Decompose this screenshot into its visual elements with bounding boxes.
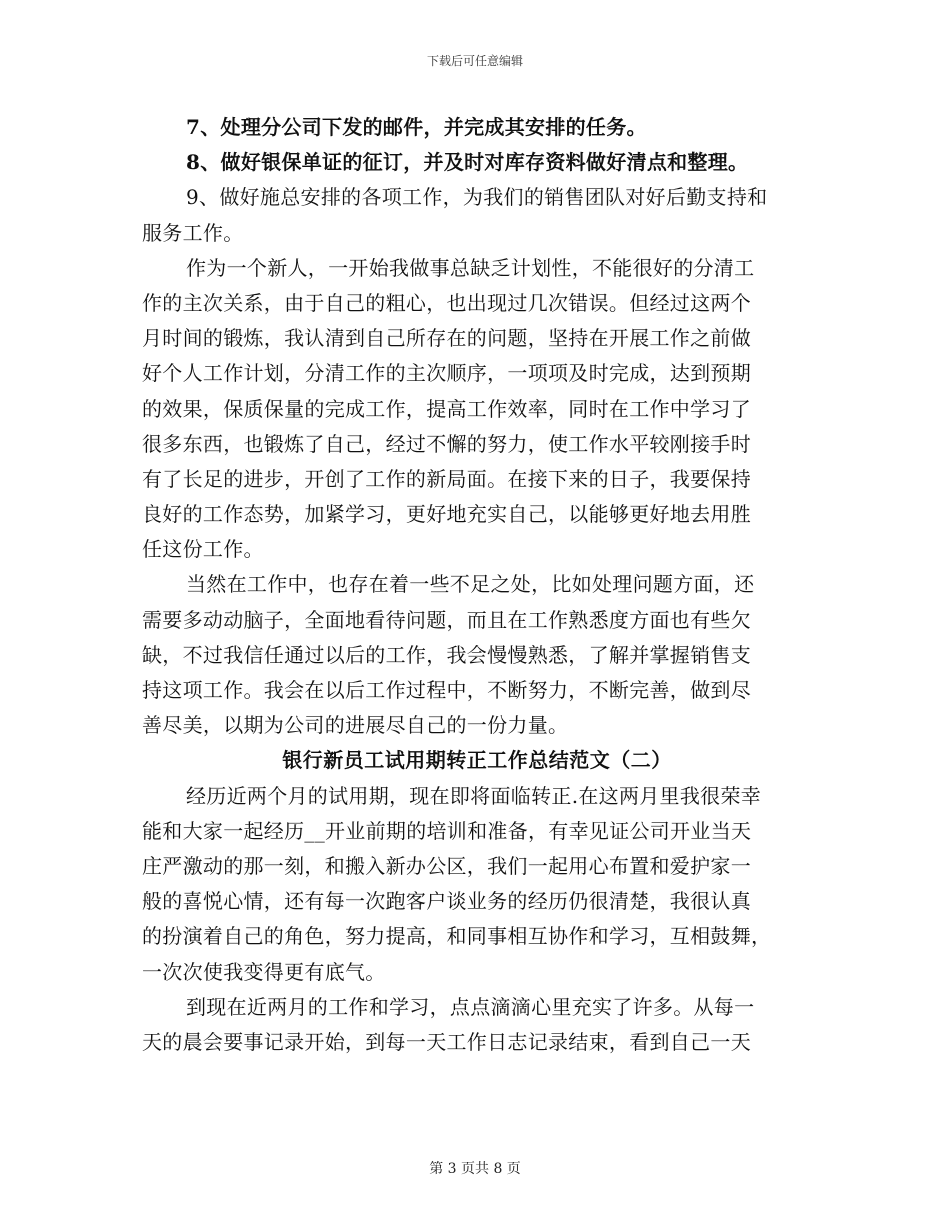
- paragraph-line: 作的主次关系，由于自己的粗心，也出现过几次错误。但经过这两个: [142, 290, 751, 315]
- paragraph-line: 善尽美，以期为公司的进展尽自己的一份力量。: [142, 713, 569, 738]
- paragraph-line: 需要多动动脑子，全面地看待问题，而且在工作熟悉度方面也有些欠: [142, 607, 751, 632]
- list-item-9: 9、做好施总安排的各项工作，为我们的销售团队对好后勤支持和: [186, 185, 768, 210]
- paragraph-line: 到现在近两月的工作和学习，点点滴滴心里充实了许多。从每一: [186, 994, 755, 1019]
- paragraph-line: 天的晨会要事记录开始，到每一天工作日志记录结束，看到自己一天: [142, 1029, 751, 1054]
- paragraph-line: 任这份工作。: [142, 537, 264, 562]
- document-body: [142, 110, 812, 1060]
- paragraph-line: 的效果，保质保量的完成工作，提高工作效率，同时在工作中学习了: [142, 396, 751, 421]
- paragraph-line: 月时间的锻炼，我认清到自己所存在的问题，坚持在开展工作之前做: [142, 326, 751, 351]
- text-line: 服务工作。: [142, 220, 244, 245]
- paragraph-line: 持这项工作。我会在以后工作过程中，不断努力，不断完善，做到尽: [142, 678, 751, 702]
- page-footer: 第 3 页共 8 页: [429, 1161, 521, 1177]
- list-item-7: 7、处理分公司下发的邮件，并完成其安排的任务。: [186, 115, 647, 139]
- paragraph-line: 般的喜悦心情，还有每一次跑客户谈业务的经历仍很清楚，我很认真: [142, 889, 751, 914]
- paragraph-line: 好个人工作计划，分清工作的主次顺序，一项项及时完成，达到预期: [142, 361, 751, 386]
- paragraph-line: 作为一个新人，一开始我做事总缺乏计划性，不能很好的分清工: [186, 255, 755, 280]
- paragraph-line: 经历近两个月的试用期，现在即将面临转正.在这两月里我很荣幸: [186, 783, 762, 808]
- paragraph-line: 一次次使我变得更有底气。: [142, 959, 386, 984]
- list-item-8: 8、做好银保单证的征订，并及时对库存资料做好清点和整理。: [186, 150, 749, 175]
- section-heading: 银行新员工试用期转正工作总结范文（二）: [282, 748, 672, 773]
- paragraph-line: 庄严激动的那一刻，和搬入新办公区，我们一起用心布置和爱护家一: [142, 853, 751, 878]
- page-header: 下载后可任意编辑: [426, 54, 523, 68]
- paragraph-line: 当然在工作中，也存在着一些不足之处，比如处理问题方面，还: [186, 572, 755, 597]
- paragraph-line: 缺，不过我信任通过以后的工作，我会慢慢熟悉，了解并掌握销售支: [142, 642, 751, 667]
- paragraph-line: 的扮演着自己的角色，努力提高，和同事相互协作和学习，互相鼓舞，: [142, 924, 772, 949]
- paragraph-line: 良好的工作态势，加紧学习，更好地充实自己，以能够更好地去用胜: [142, 502, 751, 527]
- paragraph-line: 有了长足的进步，开创了工作的新局面。在接下来的日子，我要保持: [142, 466, 751, 491]
- paragraph-line: 很多东西，也锻炼了自己，经过不懈的努力，使工作水平较刚接手时: [142, 431, 751, 456]
- paragraph-line: 能和大家一起经历__开业前期的培训和准备，有幸见证公司开业当天: [142, 818, 752, 843]
